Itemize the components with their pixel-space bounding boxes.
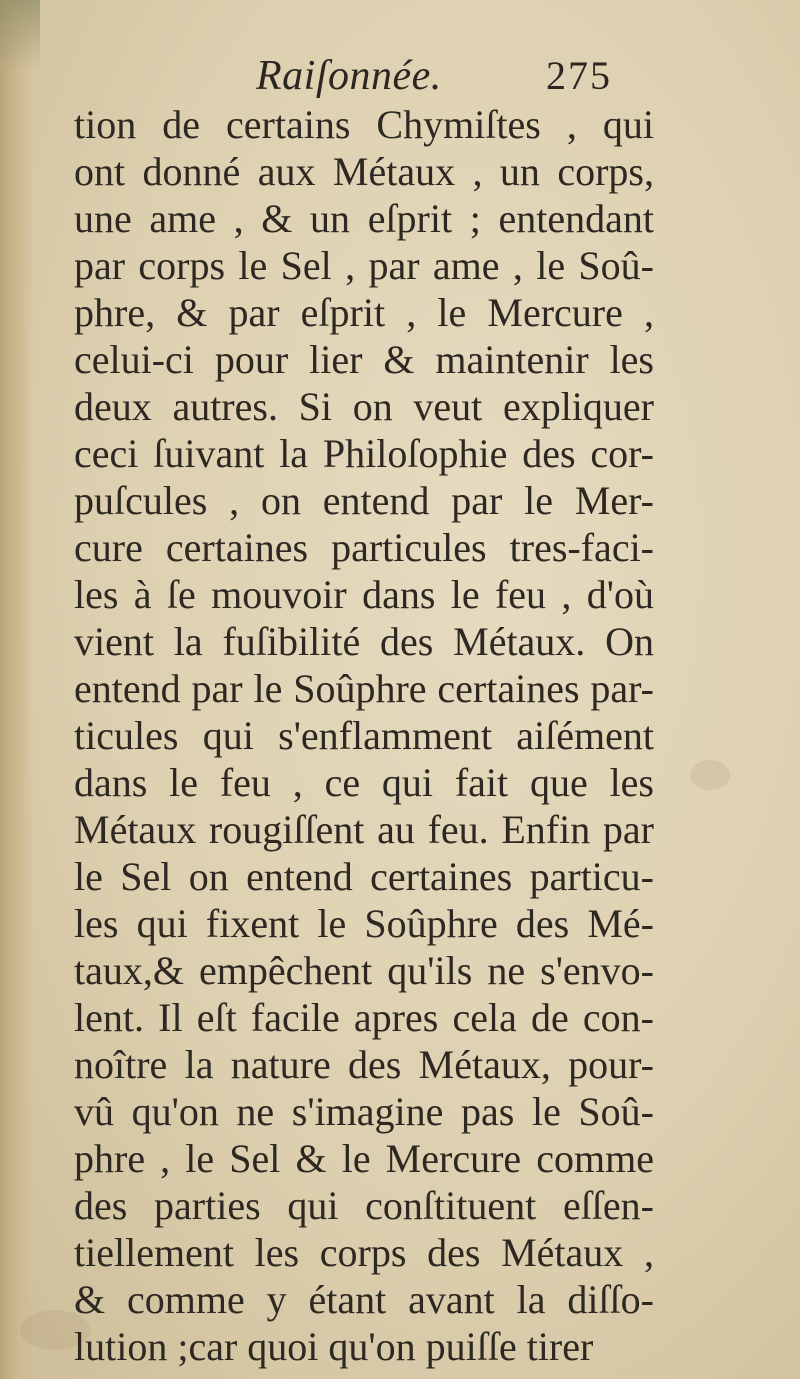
text-line: deux autres. Si on veut expliquer [74, 384, 654, 429]
text-line: vû qu'on ne s'imagine pas le Soû- [74, 1089, 654, 1134]
binding-stain [0, 0, 40, 70]
text-line: le Sel on entend certaines particu- [74, 854, 654, 899]
page-number: 275 [546, 53, 612, 98]
text-line: Métaux rougiſſent au feu. Enfin par [74, 807, 654, 852]
body-text [74, 101, 654, 1370]
text-line: & comme y étant avant la diſſo- [74, 1277, 654, 1322]
paper-stain [690, 760, 730, 790]
text-line: noître la nature des Métaux, pour- [74, 1042, 654, 1087]
text-line: vient la fuſibilité des Métaux. On [74, 619, 654, 664]
text-line: ont donné aux Métaux , un corps, [74, 149, 654, 194]
text-line: ticules qui s'enflamment aiſément [74, 713, 654, 758]
text-line: puſcules , on entend par le Mer- [74, 478, 654, 523]
text-line: par corps le Sel , par ame , le Soû- [74, 243, 654, 288]
text-line: une ame , & un eſprit ; entendant [74, 196, 654, 241]
text-line: lent. Il eſt facile apres cela de con- [74, 995, 654, 1040]
text-line: taux,& empêchent qu'ils ne s'envo- [74, 948, 654, 993]
text-line: celui-ci pour lier & maintenir les [74, 337, 654, 382]
text-line: lution ;car quoi qu'on puiſſe tirer [74, 1324, 594, 1369]
text-line: tion de certains Chymiſtes , qui [74, 102, 654, 147]
text-line: les qui fixent le Soûphre des Mé- [74, 901, 654, 946]
text-line: des parties qui conſtituent eſſen- [74, 1183, 654, 1228]
text-line: ceci ſuivant la Philoſophie des cor- [74, 431, 654, 476]
text-line: phre , le Sel & le Mercure comme [74, 1136, 654, 1181]
text-line: tiellement les corps des Métaux , [74, 1230, 654, 1275]
binding-shadow [0, 0, 34, 1379]
text-line: phre, & par eſprit , le Mercure , [74, 290, 654, 335]
running-head: Raiſonnée. [256, 53, 442, 99]
text-line: les à ſe mouvoir dans le feu , d'où [74, 572, 654, 617]
text-line: cure certaines particules tres-faci- [74, 525, 654, 570]
text-line: entend par le Soûphre certaines par- [74, 666, 654, 711]
text-line: dans le feu , ce qui fait que les [74, 760, 654, 805]
